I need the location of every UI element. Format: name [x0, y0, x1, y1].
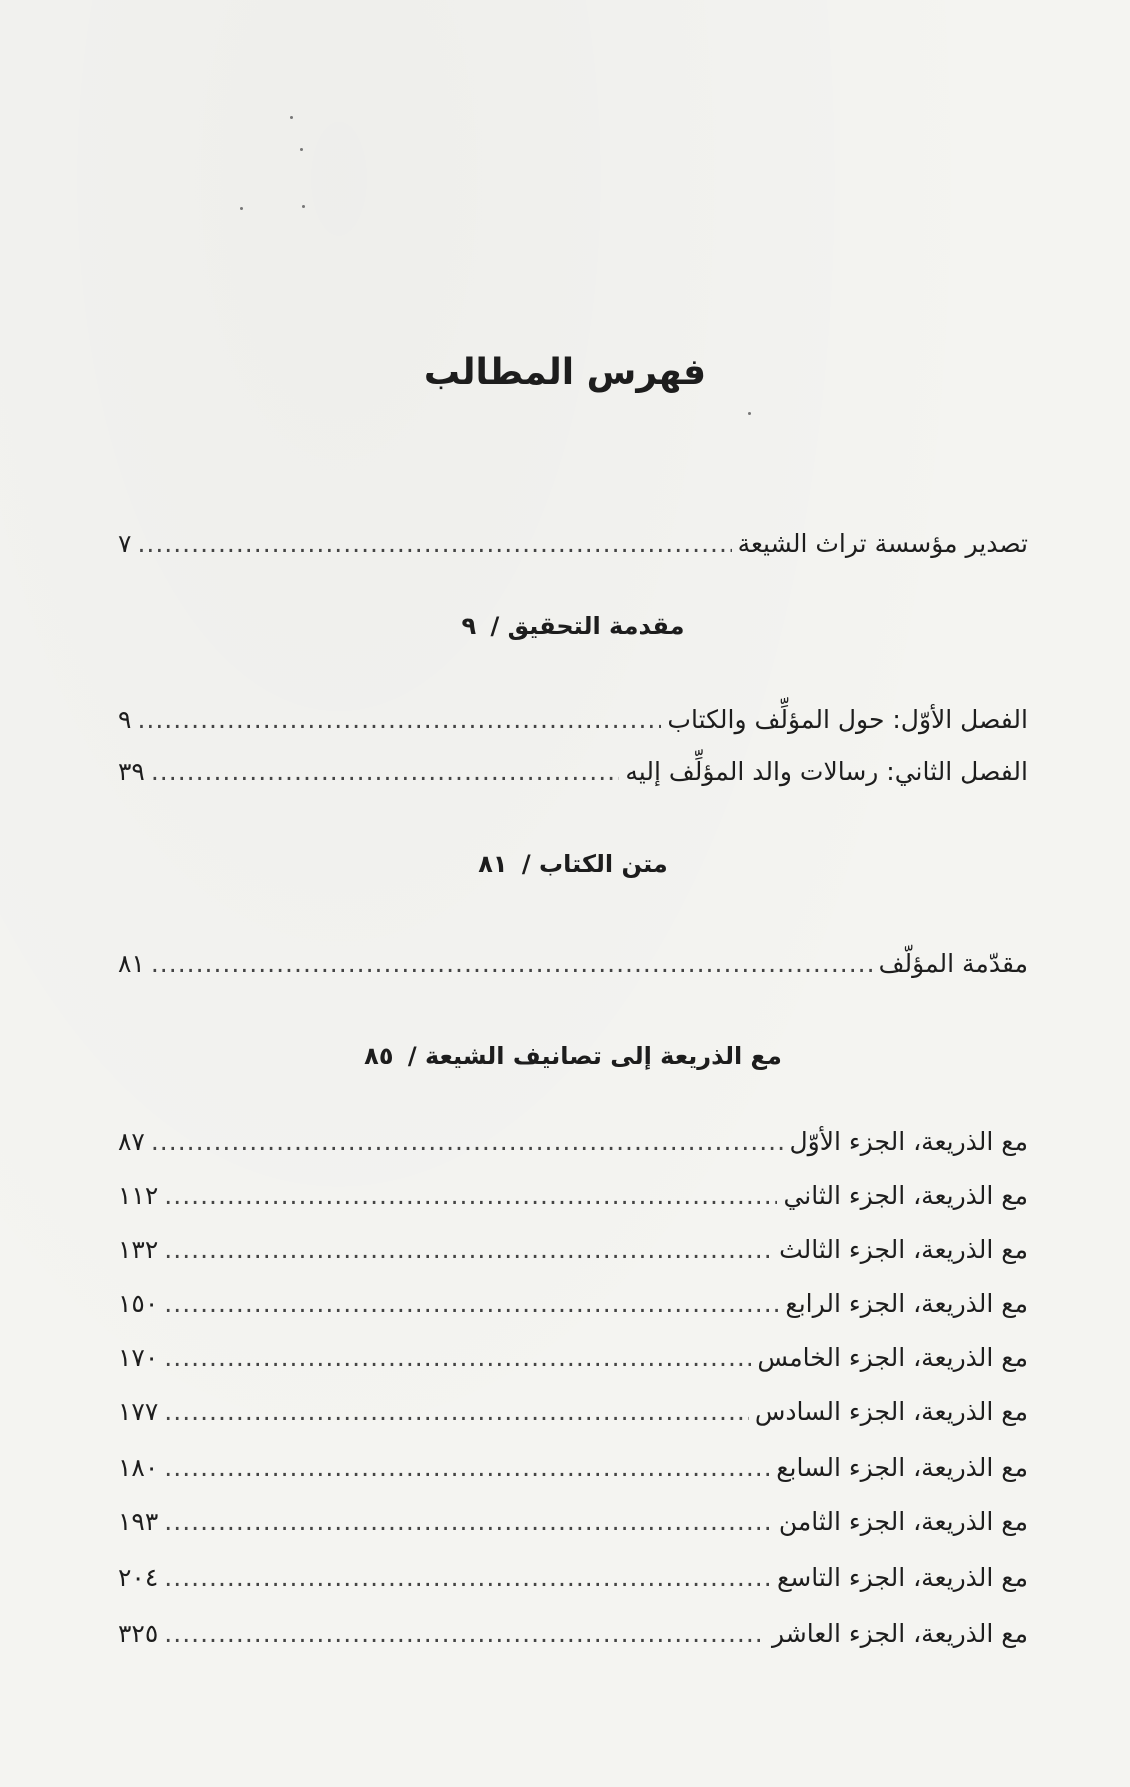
toc-entry-title: مع الذريعة، الجزء الثاني — [783, 1181, 1028, 1210]
toc-entry-page: ٢٠٤ — [118, 1563, 159, 1592]
toc-entry-title: الفصل الأوّل: حول المؤلِّف والكتاب — [667, 705, 1028, 734]
toc-entry-page: ١٩٣ — [118, 1507, 159, 1536]
dot-leader — [137, 524, 731, 564]
toc-entry-title: مع الذريعة، الجزء العاشر — [771, 1619, 1028, 1648]
toc-entry[interactable] — [118, 1392, 1028, 1432]
dot-leader — [164, 1284, 779, 1324]
toc-entry-page: ١٨٠ — [118, 1453, 159, 1482]
section-heading-page: ٩ — [461, 612, 477, 640]
section-heading-separator: / — [407, 1042, 417, 1070]
dot-leader — [137, 700, 661, 740]
toc-entry-title: مع الذريعة، الجزء الثامن — [778, 1507, 1028, 1536]
dot-leader — [151, 1122, 784, 1162]
section-heading-title: مقدمة التحقيق — [507, 612, 685, 640]
page-title: فهرس المطالب — [423, 352, 707, 393]
dot-leader — [151, 752, 620, 792]
toc-entry[interactable] — [118, 1614, 1028, 1654]
toc-entry[interactable] — [118, 752, 1028, 792]
toc-entry-title: تصدير مؤسسة تراث الشيعة — [737, 529, 1028, 558]
toc-entry[interactable] — [118, 1502, 1028, 1542]
dot-leader — [164, 1448, 770, 1488]
section-heading-title: متن الكتاب — [539, 850, 668, 878]
toc-entry-page: ١٥٠ — [118, 1289, 159, 1318]
dot-leader — [164, 1338, 751, 1378]
toc-entry[interactable] — [118, 700, 1028, 740]
toc-entry-page: ٩ — [118, 705, 132, 734]
scan-speck — [240, 207, 243, 210]
dot-leader — [164, 1176, 777, 1216]
toc-entry[interactable] — [118, 944, 1028, 984]
toc-entry-page: ٧ — [118, 529, 132, 558]
dot-leader — [164, 1502, 773, 1542]
dot-leader — [164, 1614, 766, 1654]
toc-entry[interactable] — [118, 1558, 1028, 1598]
toc-entry[interactable] — [118, 1448, 1028, 1488]
toc-entry-title: مع الذريعة، الجزء السادس — [754, 1397, 1028, 1426]
section-heading-page: ٨٥ — [364, 1042, 394, 1070]
section-heading-introduction[interactable] — [118, 608, 1028, 644]
toc-entry[interactable] — [118, 1284, 1028, 1324]
scan-speck — [302, 205, 305, 208]
toc-entry-page: ١١٢ — [118, 1181, 159, 1210]
toc-entry-preface[interactable] — [118, 524, 1028, 564]
scan-speck — [748, 412, 751, 415]
toc-entry-page: ١٣٢ — [118, 1235, 159, 1264]
section-heading-separator: / — [490, 612, 500, 640]
toc-entry-title: مع الذريعة، الجزء الرابع — [785, 1289, 1028, 1318]
toc-entry-title: الفصل الثاني: رسالات والد المؤلِّف إليه — [625, 757, 1028, 786]
dot-leader — [164, 1392, 749, 1432]
dot-leader — [164, 1230, 773, 1270]
toc-entry-page: ١٧٧ — [118, 1397, 159, 1426]
scan-speck — [290, 116, 293, 119]
toc-entry-title: مع الذريعة، الجزء الثالث — [779, 1235, 1028, 1264]
section-heading-dharia[interactable] — [118, 1038, 1028, 1074]
section-heading-separator: / — [521, 850, 531, 878]
toc-entry-page: ٣٩ — [118, 757, 145, 786]
toc-entry-page: ٨٧ — [118, 1127, 145, 1156]
section-heading-title: مع الذريعة إلى تصانيف الشيعة — [424, 1042, 782, 1070]
toc-entry[interactable] — [118, 1122, 1028, 1162]
dot-leader — [151, 944, 873, 984]
toc-entry-title: مع الذريعة، الجزء التاسع — [776, 1563, 1028, 1592]
toc-entry-page: ١٧٠ — [118, 1343, 159, 1372]
toc-entry-page: ٨١ — [118, 949, 145, 978]
toc-entry-page: ٣٢٥ — [118, 1619, 159, 1648]
dot-leader — [164, 1558, 771, 1598]
section-heading-main-text[interactable] — [118, 846, 1028, 882]
toc-entry[interactable] — [118, 1338, 1028, 1378]
toc-entry-title: مقدّمة المؤلّف — [878, 949, 1028, 978]
toc-entry-title: مع الذريعة، الجزء الأوّل — [789, 1127, 1028, 1156]
toc-entry-title: مع الذريعة، الجزء الخامس — [757, 1343, 1028, 1372]
toc-entry[interactable] — [118, 1230, 1028, 1270]
scan-speck — [300, 148, 303, 151]
toc-entry[interactable] — [118, 1176, 1028, 1216]
section-heading-page: ٨١ — [478, 850, 508, 878]
toc-entry-title: مع الذريعة، الجزء السابع — [776, 1453, 1028, 1482]
